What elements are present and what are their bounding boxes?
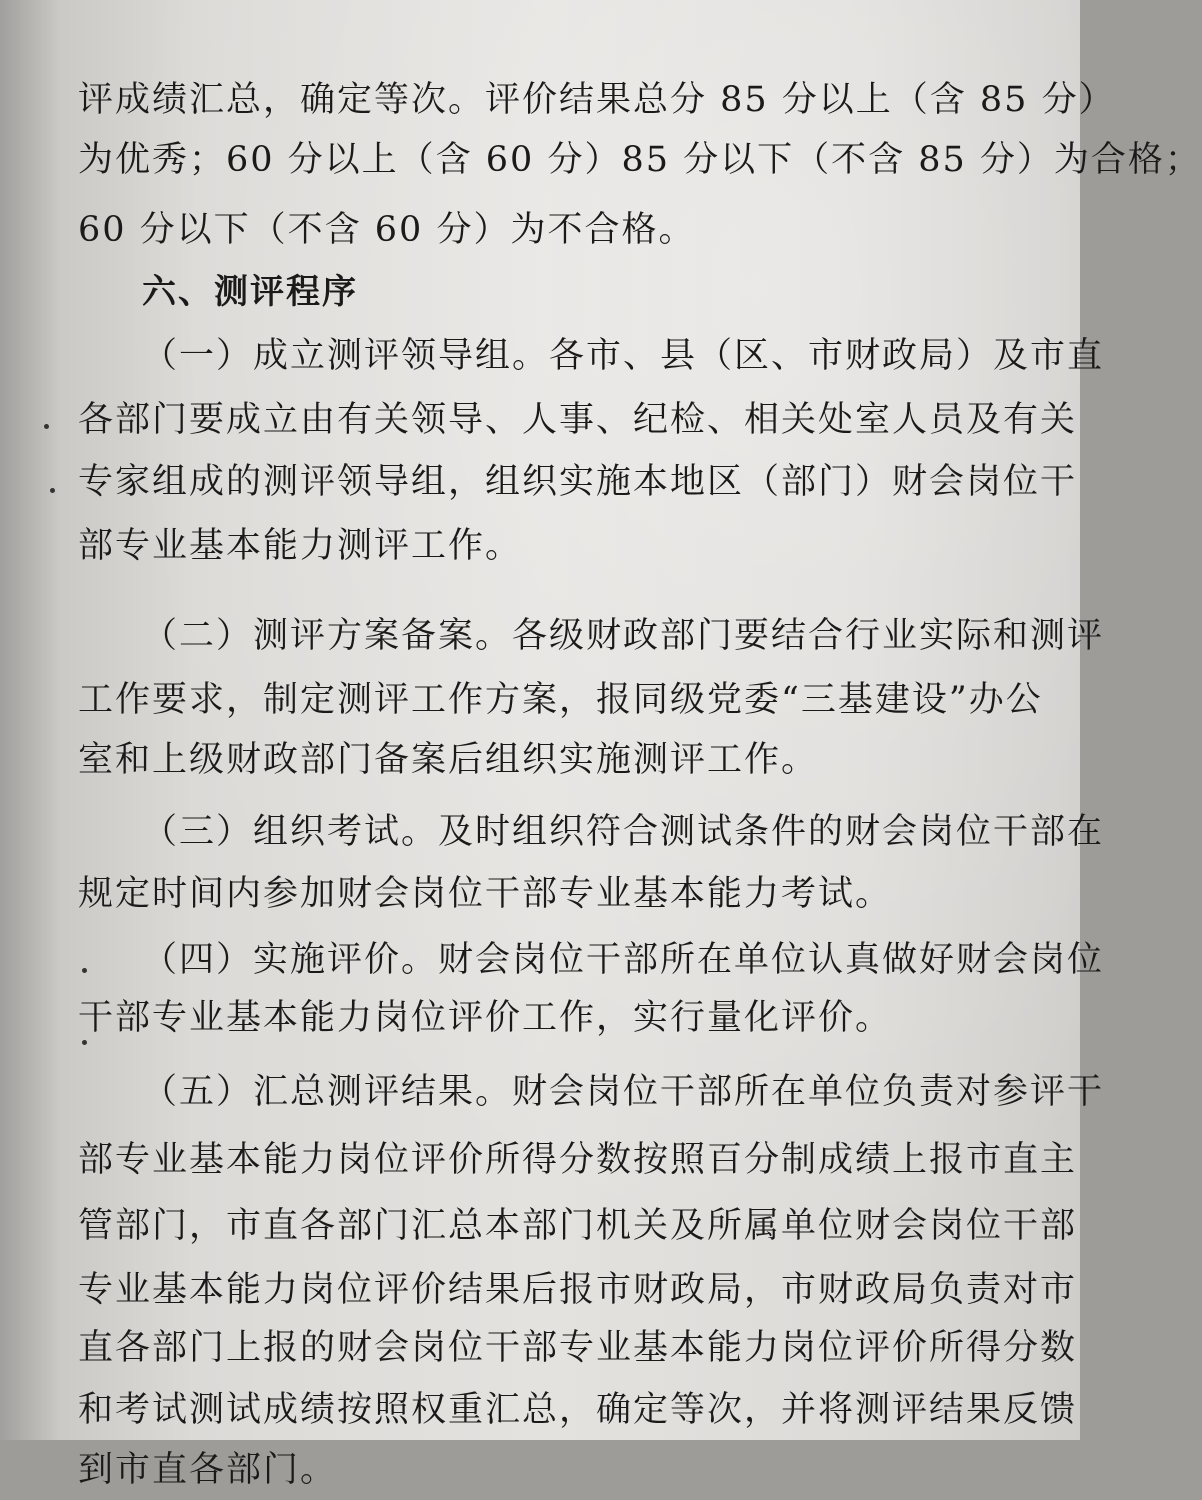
paper-speck [82,1040,87,1045]
text-line-10: 工作要求，制定测评工作方案，报同级党委“三基建设”办公 [78,680,1043,720]
text-line-3: 60 分以下（不含 60 分）为不合格。 [78,210,696,250]
text-line-8: 部专业基本能力测评工作。 [78,526,523,566]
text-line-16: （五）汇总测评结果。财会岗位干部所在单位负责对参评干 [142,1072,1105,1112]
text-line-5: （一）成立测评领导组。各市、县（区、市财政局）及市直 [142,336,1105,376]
text-line-14: （四）实施评价。财会岗位干部所在单位认真做好财会岗位 [142,940,1105,980]
text-line-22: 到市直各部门。 [78,1450,338,1490]
text-line-18: 管部门，市直各部门汇总本部门机关及所属单位财会岗位干部 [78,1206,1078,1246]
text-line-19: 专业基本能力岗位评价结果后报市财政局，市财政局负责对市 [78,1270,1078,1310]
text-line-21: 和考试测试成绩按照权重汇总，确定等次，并将测评结果反馈 [78,1390,1078,1430]
text-line-17: 部专业基本能力岗位评价所得分数按照百分制成绩上报市直主 [78,1140,1078,1180]
paper-speck [50,488,55,493]
text-line-6: 各部门要成立由有关领导、人事、纪检、相关处室人员及有关 [78,400,1078,440]
text-line-2: 为优秀；60 分以上（含 60 分）85 分以下（不含 85 分）为合格； [78,140,1202,180]
text-line-20: 直各部门上报的财会岗位干部专业基本能力岗位评价所得分数 [78,1328,1078,1368]
paper-speck [82,968,87,973]
text-line-1: 评成绩汇总，确定等次。评价结果总分 85 分以上（含 85 分） [78,80,1116,120]
paper-speck [44,424,49,429]
text-line-9: （二）测评方案备案。各级财政部门要结合行业实际和测评 [142,616,1105,656]
text-line-13: 规定时间内参加财会岗位干部专业基本能力考试。 [78,874,893,914]
text-line-12: （三）组织考试。及时组织符合测试条件的财会岗位干部在 [142,812,1105,852]
text-line-15: 干部专业基本能力岗位评价工作，实行量化评价。 [78,998,893,1038]
text-line-11: 室和上级财政部门备案后组织实施测评工作。 [78,740,819,780]
text-line-7: 专家组成的测评领导组，组织实施本地区（部门）财会岗位干 [78,462,1078,502]
section-heading: 六、测评程序 [142,272,358,312]
